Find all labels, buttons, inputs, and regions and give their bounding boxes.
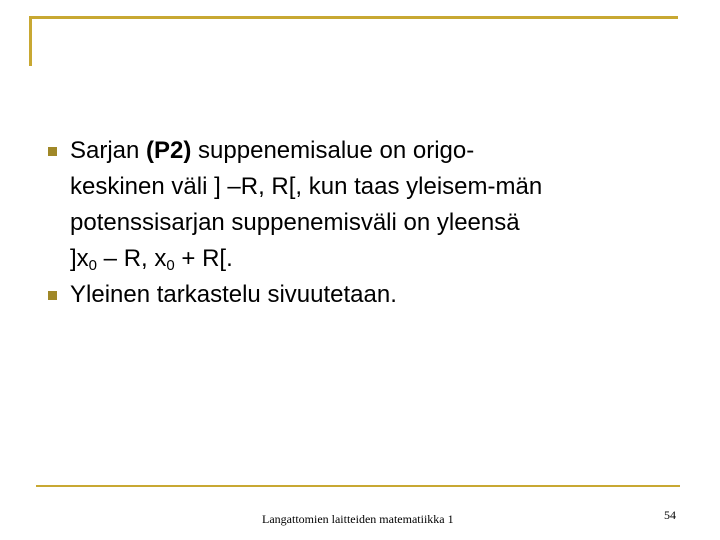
bullet-item-2 <box>48 277 668 313</box>
bullet-item-1 <box>48 133 668 277</box>
formula-subscript-1: 0 <box>88 257 98 274</box>
bullet-1-bold: (P2) <box>146 137 192 164</box>
formula-part-b: – R, x <box>97 245 167 272</box>
bullet-list <box>48 133 668 313</box>
bullet-1-line-1-rest: suppenemisalue on origo- <box>191 137 475 164</box>
bullet-text-2: Yleinen tarkastelu sivuutetaan. <box>70 281 397 308</box>
bullet-square-icon <box>48 147 57 156</box>
formula-subscript-2: 0 <box>166 257 175 274</box>
bullet-square-icon <box>48 291 57 300</box>
bullet-1-line-2: keskinen väli ] –R, R[, kun taas yleisem-män <box>70 173 543 200</box>
top-border-line <box>29 16 678 19</box>
bullet-text-1 <box>70 133 668 277</box>
footer-title: Langattomien laitteiden matematiikka 1 <box>262 512 454 526</box>
formula-part-c: + R[. <box>174 245 233 272</box>
bullet-1-line-1 <box>70 133 668 169</box>
page-number: 54 <box>664 508 676 522</box>
footer-divider <box>36 485 680 487</box>
bullet-1-line-4 <box>70 241 668 277</box>
left-border-line <box>29 16 32 66</box>
bullet-1-pre: Sarjan <box>70 137 147 164</box>
formula-part-a: ]x <box>70 245 89 272</box>
bullet-1-line-3: potenssisarjan suppenemisväli on yleensä <box>70 209 520 236</box>
